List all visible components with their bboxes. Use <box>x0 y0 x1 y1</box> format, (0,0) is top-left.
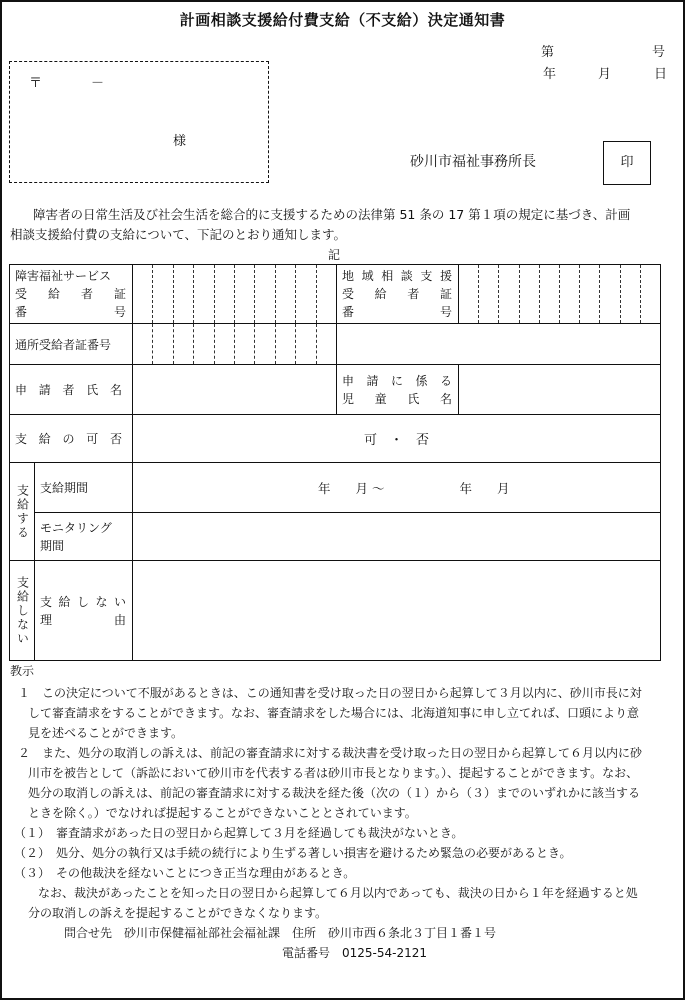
ch-char: 氏 <box>407 391 420 406</box>
ac-char: 談 <box>400 269 413 283</box>
rs-char: い <box>114 594 127 609</box>
apv-char: 給 <box>38 432 51 446</box>
ch-char: 名 <box>439 391 452 406</box>
note-sub-2: （２） 処分、処分の執行又は手続の続行により生ずる著しい損害を避けるため緊急の必要があるとき。 <box>14 846 572 860</box>
ac-char: 者 <box>407 287 420 301</box>
ac-char: 証 <box>439 287 452 301</box>
note-item2-line1: ２ また、処分の取消しの訴えは、前記の審査請求に対する裁決書を受け取った日の翌日から起算して６月以内に砂 <box>18 746 643 760</box>
ac-char: 域 <box>361 269 374 283</box>
period-label: 支給期間 <box>35 463 133 513</box>
reason-field[interactable] <box>133 561 661 661</box>
body-line-1: 障害者の日常生活及び社会生活を総合的に支援するための法律第 51 条の 17 第１項の規定に基づき、計画 <box>33 207 631 222</box>
apv-char: 可 <box>86 432 99 446</box>
approval-label <box>10 415 133 463</box>
ac-char: 号 <box>440 305 453 319</box>
note-item1-line3: 見を述べることができます。 <box>28 726 184 740</box>
ac-char: 相 <box>381 269 394 283</box>
date-day: 日 <box>654 67 668 82</box>
grant-vertical-text: 支給する <box>15 483 30 540</box>
ap-char: 申 <box>15 383 28 397</box>
ac-char: 番 <box>342 305 355 319</box>
monitoring-l2: 期間 <box>40 538 65 553</box>
postal-mark: 〒 <box>29 76 43 91</box>
grant-vertical-label <box>10 463 35 561</box>
daycare-cert-number-field[interactable] <box>133 324 337 365</box>
ch-char: 申 <box>342 373 355 388</box>
rs-char: 支 <box>40 594 53 609</box>
rc-char: 番 <box>15 305 28 319</box>
body-line-2: 相談支援給付費の支給について、下記のとおり通知します。 <box>10 227 347 242</box>
apv-char: の <box>62 432 75 446</box>
contact-phone: 電話番号 0125-54-2121 <box>282 946 428 960</box>
honorific-sama: 様 <box>173 134 187 149</box>
recipient-cert-label <box>10 265 133 324</box>
note-sub-1: （１） 審査請求があった日の翌日から起算して３月を経過しても裁決がないとき。 <box>14 826 464 840</box>
ap-char: 氏 <box>86 383 99 397</box>
applicant-name-field[interactable] <box>133 365 337 415</box>
period-field[interactable]: 年 月 ～ 年 月 <box>133 463 661 513</box>
rc-char: 者 <box>81 287 94 301</box>
issuer-name: 砂川市福祉事務所長 <box>410 154 536 170</box>
ap-char: 名 <box>110 383 123 397</box>
number-go: 号 <box>652 45 666 60</box>
applicant-name-label <box>10 365 133 415</box>
note-item2-line2: 川市を被告として（訴訟において砂川市を代表する者は砂川市長となります。）、提起することができます。なお、 <box>28 766 639 780</box>
postal-dash: － <box>91 76 105 91</box>
ap-char: 請 <box>38 383 51 397</box>
rs-char: 給 <box>58 594 71 609</box>
rs-char: し <box>77 594 90 609</box>
ch-char: 係 <box>415 373 428 388</box>
rc-char: 給 <box>48 287 61 301</box>
reason-label <box>35 561 133 661</box>
rs-char: な <box>95 594 108 609</box>
ac-char: 受 <box>342 287 355 301</box>
ch-char: に <box>390 373 403 388</box>
rs-char: 由 <box>114 612 127 627</box>
note-item1-line2: して審査請求をすることができます。なお、審査請求をした場合には、北海道知事に申し立てれば、口頭により意 <box>28 706 640 720</box>
note-item2-line4: ときを除く。）でなければ提起することができないこととされています。 <box>28 806 417 820</box>
ki-label: 記 <box>328 248 341 262</box>
ac-char: 支 <box>420 269 433 283</box>
ap-char: 者 <box>62 383 75 397</box>
rc-char: 号 <box>114 305 127 319</box>
address-box <box>9 61 269 183</box>
rs-char: 理 <box>40 612 53 627</box>
rc-char: 受 <box>15 287 28 301</box>
document-title: 計画相談支援給付費支給（不支給）決定通知書 <box>179 11 506 29</box>
decision-form-table <box>9 264 661 661</box>
ch-char: 請 <box>366 373 379 388</box>
number-dai: 第 <box>541 45 555 60</box>
date-year: 年 <box>543 67 557 82</box>
contact-line-1: 問合せ先 砂川市保健福祉部社会福祉課 住所 砂川市西６条北３丁目１番１号 <box>64 926 497 940</box>
note-item1-line1: １ この決定について不服があるときは、この通知書を受け取った日の翌日から起算して３月以内に、砂川市長に対 <box>18 686 642 700</box>
ac-char: 地 <box>342 269 355 283</box>
apv-char: 否 <box>110 432 123 446</box>
ac-char: 援 <box>439 269 452 283</box>
approval-choice[interactable]: 可 ・ 否 <box>133 415 661 463</box>
date-month: 月 <box>598 67 612 82</box>
area-cert-label <box>337 265 459 324</box>
monitoring-field[interactable] <box>133 513 661 561</box>
ac-char: 給 <box>374 287 387 301</box>
monitoring-l1: モニタリング <box>40 520 112 535</box>
note-sub-3: （３） その他裁決を経ないことにつき正当な理由があるとき。 <box>14 866 356 880</box>
monitoring-label <box>35 513 133 561</box>
ch-char: る <box>439 373 452 388</box>
area-cert-number-field[interactable] <box>459 265 661 324</box>
ch-char: 児 <box>342 391 355 406</box>
blank-cell <box>337 324 661 365</box>
recipient-cert-l1: 障害福祉サービス <box>15 269 112 283</box>
rc-char: 証 <box>114 287 127 301</box>
ch-char: 童 <box>374 391 387 406</box>
note-final-line2: 分の取消しの訴えを提起することができなくなります。 <box>28 906 328 920</box>
daycare-cert-label: 通所受給者証番号 <box>10 324 133 365</box>
note-item2-line3: 処分の取消しの訴えは、前記の審査請求に対する裁決を経た後（次の（１）から（３）までのいずれかに該当する <box>28 786 641 800</box>
recipient-cert-number-field[interactable] <box>133 265 337 324</box>
note-final-line1: なお、裁決があったことを知った日の翌日から起算して６月以内であっても、裁決の日から１年を経過すると処 <box>38 886 638 900</box>
child-name-field[interactable] <box>459 365 661 415</box>
apv-char: 支 <box>15 432 28 446</box>
nogrant-vertical-text: 支給しない <box>15 575 30 646</box>
nogrant-vertical-label <box>10 561 35 661</box>
child-name-label <box>337 365 459 415</box>
notes-heading: 教示 <box>10 664 35 678</box>
seal-box: 印 <box>603 141 651 185</box>
